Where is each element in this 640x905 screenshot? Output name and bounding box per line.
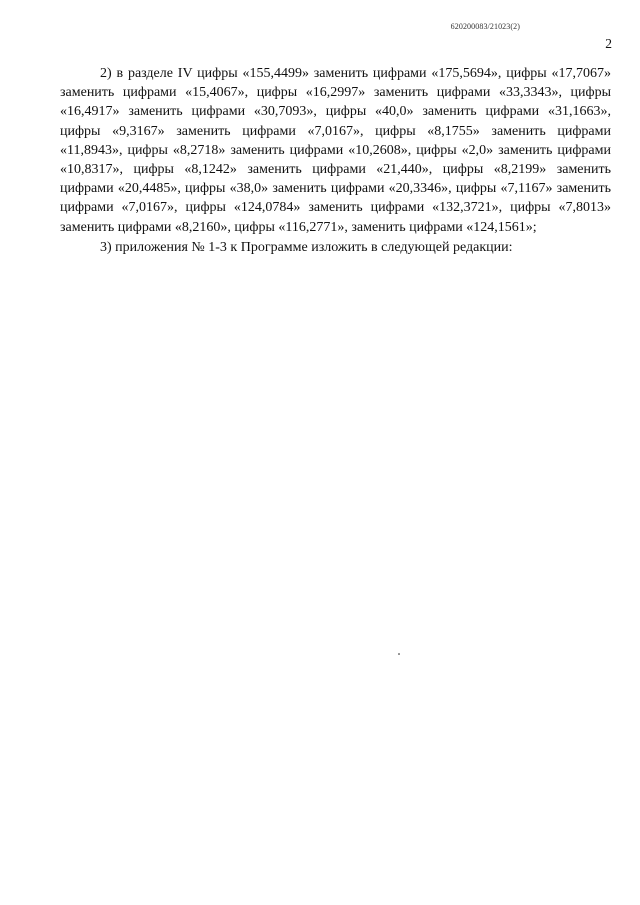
scan-speck — [398, 653, 400, 655]
page-number: 2 — [605, 36, 612, 51]
document-body — [60, 64, 611, 257]
paragraph-section-iv-amendments: 2) в разделе IV цифры «155,4499» заменить цифрами «175,5694», цифры «17,7067» заменить цифрами «15,4067», цифры «16,2997» заменить цифрами «33,3343», цифры «16,4917» заменить цифрами «30,7093», цифры «40,0» заменить цифрами «31,1663», цифры «9,3167» заменить цифрами «7,0167», цифры «8,1755» заменить цифрами «11,8943», цифры «8,2718» заменить цифрами «10,2608», цифры «2,0» заменить цифрами «10,8317», цифры «8,1242» заменить цифрами «21,440», цифры «8,2199» заменить цифрами «20,4485», цифры «38,0» заменить цифрами «20,3346», цифры «7,1167» заменить цифрами «7,0167», цифры «124,0784» заменить цифрами «132,3721», цифры «7,8013» заменить цифрами «8,2160», цифры «116,2771», заменить цифрами «124,1561»; — [60, 66, 611, 235]
paragraph-appendices-amendment: 3) приложения № 1-3 к Программе изложить в следующей редакции: — [100, 239, 513, 255]
document-id: 620200083/21023(2) — [450, 22, 520, 31]
